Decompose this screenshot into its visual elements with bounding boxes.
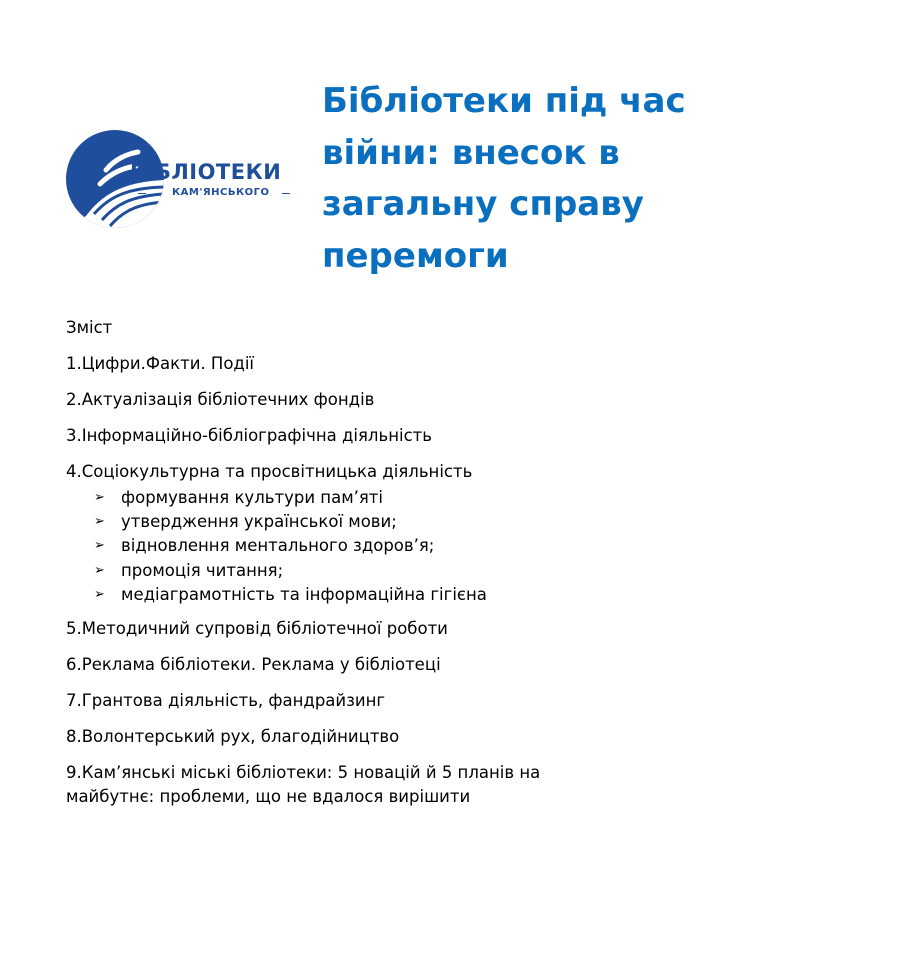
toc-caption: Зміст [66, 318, 113, 337]
toc-sublist [66, 486, 626, 607]
logo-dash-right [282, 193, 290, 194]
library-logo [66, 130, 306, 230]
arrow-bullet-icon: ➢ [94, 538, 105, 554]
logo-title: БІБЛІОТЕКИ [130, 160, 282, 184]
toc-subitem-text: промоція читання; [121, 560, 284, 580]
page-title: Бібліотеки під час війни: внесок в загальну справу перемоги [322, 81, 686, 276]
toc-item: 8.Волонтерський рух, благодійництво [66, 727, 400, 747]
toc-subitem [94, 510, 626, 534]
logo-subtitle: КАМ'ЯНСЬКОГО [172, 187, 270, 198]
toc-item: 1.Цифри.Факти. Події [66, 354, 255, 373]
toc-subitem [94, 534, 626, 558]
toc-subitem-text: відновлення ментального здоров’я; [121, 536, 435, 556]
arrow-bullet-icon: ➢ [94, 562, 105, 578]
toc-subitem [94, 583, 626, 607]
arrow-bullet-icon: ➢ [94, 514, 105, 530]
logo-dash-left [138, 193, 146, 194]
toc-subitem [94, 559, 626, 583]
arrow-bullet-icon: ➢ [94, 490, 105, 505]
toc-item: 4.Соціокультурна та просвітницька діяльність [66, 462, 473, 481]
toc-subitem-text: утвердження української мови; [121, 512, 397, 532]
arrow-bullet-icon: ➢ [94, 586, 105, 602]
toc-subitem-text: формування культури пам’яті [121, 488, 384, 507]
toc-item: 3.Інформаційно-бібліографічна діяльність [66, 426, 432, 445]
toc-item: 7.Грантова діяльність, фандрайзинг [66, 691, 386, 711]
toc-item: 5.Методичний супровід бібліотечної роботи [66, 619, 448, 639]
table-of-contents [66, 316, 626, 821]
toc-item: 6.Реклама бібліотеки. Реклама у бібліотеці [66, 655, 441, 675]
toc-subitem-text: медіаграмотність та інформаційна гігієна [121, 584, 487, 604]
toc-item: 2.Актуалізація бібліотечних фондів [66, 390, 375, 409]
toc-subitem [94, 486, 626, 510]
toc-item: 9.Кам’янські міські бібліотеки: 5 новацій й 5 планів на майбутнє: проблеми, що не вдалося вирішити [66, 763, 541, 807]
